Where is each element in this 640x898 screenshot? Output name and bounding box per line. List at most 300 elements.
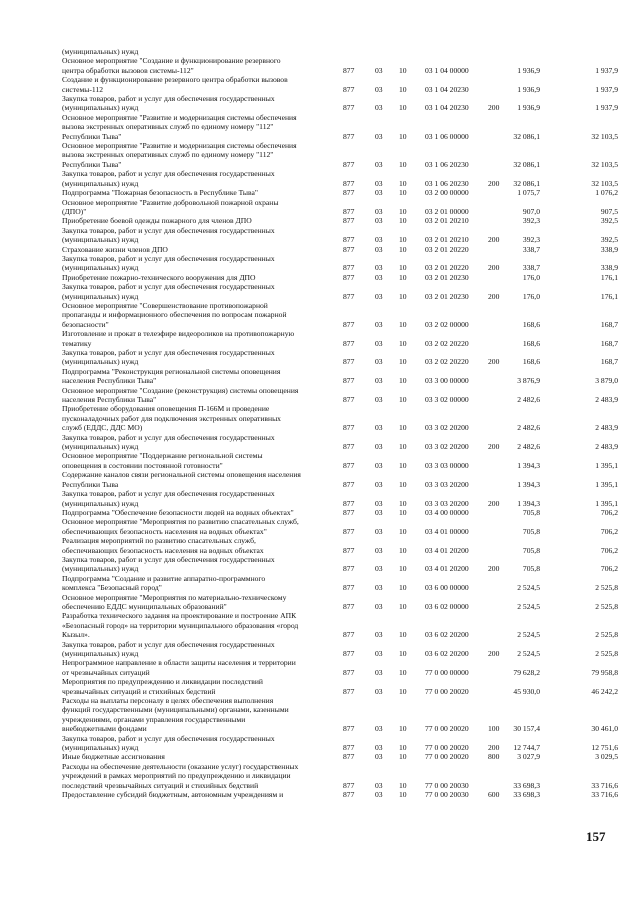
row-amount-year1: 45 930,0 bbox=[513, 686, 540, 696]
table-row bbox=[62, 574, 622, 593]
row-subsection-code: 10 bbox=[399, 159, 407, 169]
row-section-code: 03 bbox=[375, 159, 383, 169]
table-row bbox=[62, 367, 622, 386]
row-amount-year1: 30 157,4 bbox=[513, 724, 540, 734]
row-name: Приобретение боевой одежды пожарного для членов ДПО bbox=[62, 216, 252, 226]
row-amount-year1: 168,6 bbox=[522, 338, 540, 348]
row-expense-type: 200 bbox=[488, 564, 500, 574]
row-target-article: 77 0 00 20020 bbox=[425, 743, 469, 753]
row-amount-year1: 705,8 bbox=[522, 526, 540, 536]
row-name: Закупка товаров, работ и услуг для обеспечения государственных (муниципальных) нужд bbox=[62, 282, 275, 301]
row-section-code: 03 bbox=[375, 442, 383, 452]
table-row bbox=[62, 433, 622, 452]
row-subsection-code: 10 bbox=[399, 686, 407, 696]
row-ved-code: 877 bbox=[343, 545, 355, 555]
table-row bbox=[62, 404, 622, 432]
row-ved-code: 877 bbox=[343, 790, 355, 800]
row-subsection-code: 10 bbox=[399, 376, 407, 386]
row-ved-code: 877 bbox=[343, 376, 355, 386]
row-ved-code: 877 bbox=[343, 743, 355, 753]
row-ved-code: 877 bbox=[343, 601, 355, 611]
row-amount-year1: 176,0 bbox=[522, 291, 540, 301]
row-target-article: 03 3 02 20200 bbox=[425, 442, 469, 452]
row-section-code: 03 bbox=[375, 263, 383, 273]
row-subsection-code: 10 bbox=[399, 479, 407, 489]
row-amount-year2: 1 395,1 bbox=[595, 479, 618, 489]
table-row bbox=[62, 169, 622, 188]
row-amount-year1: 907,0 bbox=[522, 206, 540, 216]
table-row bbox=[62, 47, 622, 56]
table-row bbox=[62, 593, 622, 612]
row-subsection-code: 10 bbox=[399, 178, 407, 188]
row-amount-year2: 2 483,9 bbox=[595, 395, 618, 405]
row-section-code: 03 bbox=[375, 291, 383, 301]
row-ved-code: 877 bbox=[343, 752, 355, 762]
row-expense-type: 800 bbox=[488, 752, 500, 762]
row-ved-code: 877 bbox=[343, 178, 355, 188]
row-target-article: 03 2 01 20210 bbox=[425, 235, 469, 245]
row-amount-year1: 168,6 bbox=[522, 357, 540, 367]
table-row bbox=[62, 198, 622, 217]
table-row bbox=[62, 329, 622, 348]
row-section-code: 03 bbox=[375, 686, 383, 696]
row-name: Мероприятия по предупреждению и ликвидации последствий чрезвычайных ситуаций и стихийных бедствий bbox=[62, 677, 263, 696]
row-amount-year2: 2 525,8 bbox=[595, 583, 618, 593]
table-row bbox=[62, 489, 622, 508]
row-subsection-code: 10 bbox=[399, 442, 407, 452]
row-ved-code: 877 bbox=[343, 460, 355, 470]
row-amount-year2: 907,5 bbox=[600, 206, 618, 216]
row-amount-year1: 2 524,5 bbox=[517, 601, 540, 611]
row-expense-type: 200 bbox=[488, 263, 500, 273]
row-subsection-code: 10 bbox=[399, 84, 407, 94]
row-name: Основное мероприятие "Мероприятия по развитию спасательных служб, обеспечивающих безопасность населения на водных объектах" bbox=[62, 517, 299, 536]
row-name: Реализация мероприятий по развитию спасательных служб, обеспечивающих безопасность населения на водных объектах bbox=[62, 536, 264, 555]
row-name: Иные бюджетные ассигнования bbox=[62, 752, 165, 762]
table-row bbox=[62, 555, 622, 574]
row-amount-year2: 79 958,8 bbox=[591, 667, 618, 677]
row-ved-code: 877 bbox=[343, 649, 355, 658]
row-subsection-code: 10 bbox=[399, 263, 407, 273]
row-ved-code: 877 bbox=[343, 319, 355, 329]
row-ved-code: 877 bbox=[343, 423, 355, 433]
row-name: Закупка товаров, работ и услуг для обеспечения государственных (муниципальных) нужд bbox=[62, 432, 275, 452]
row-section-code: 03 bbox=[375, 376, 383, 386]
row-name: Закупка товаров, работ и услуг для обеспечения государственных (муниципальных) нужд bbox=[62, 169, 275, 188]
row-ved-code: 877 bbox=[343, 263, 355, 273]
row-ved-code: 877 bbox=[343, 357, 355, 367]
row-amount-year1: 1 394,3 bbox=[517, 479, 540, 489]
row-target-article: 03 4 00 00000 bbox=[425, 507, 469, 517]
table-row bbox=[62, 226, 622, 245]
row-subsection-code: 10 bbox=[399, 319, 407, 329]
row-expense-type: 600 bbox=[488, 790, 500, 800]
row-subsection-code: 10 bbox=[399, 272, 407, 282]
row-amount-year2: 168,7 bbox=[600, 319, 618, 329]
table-row bbox=[62, 273, 622, 282]
row-ved-code: 877 bbox=[343, 479, 355, 489]
row-section-code: 03 bbox=[375, 103, 383, 113]
row-subsection-code: 10 bbox=[399, 601, 407, 611]
row-amount-year1: 1 936,9 bbox=[517, 65, 540, 75]
row-ved-code: 877 bbox=[343, 235, 355, 245]
row-ved-code: 877 bbox=[343, 338, 355, 348]
row-section-code: 03 bbox=[375, 545, 383, 555]
row-amount-year1: 338,7 bbox=[522, 263, 540, 273]
row-ved-code: 877 bbox=[343, 686, 355, 696]
row-expense-type: 200 bbox=[488, 743, 500, 753]
row-ved-code: 877 bbox=[343, 630, 355, 640]
row-target-article: 03 6 02 00000 bbox=[425, 601, 469, 611]
row-ved-code: 877 bbox=[343, 159, 355, 169]
row-section-code: 03 bbox=[375, 583, 383, 593]
row-amount-year1: 392,3 bbox=[522, 235, 540, 245]
row-section-code: 03 bbox=[375, 790, 383, 800]
row-subsection-code: 10 bbox=[399, 507, 407, 517]
row-amount-year1: 705,8 bbox=[522, 507, 540, 517]
row-section-code: 03 bbox=[375, 216, 383, 226]
row-target-article: 03 2 01 20220 bbox=[425, 263, 469, 273]
row-subsection-code: 10 bbox=[399, 423, 407, 433]
row-amount-year1: 32 086,1 bbox=[513, 178, 540, 188]
row-name: Основное мероприятие "Развитие и модернизация системы обеспечения вызова экстренных оперативных служб по единому номеру "112" Республики Тыва" bbox=[62, 141, 297, 169]
row-name: Изготовление и прокат в телеэфире видеороликов на противопожарную тематику bbox=[62, 329, 295, 348]
row-target-article: 77 0 00 20020 bbox=[425, 724, 469, 734]
row-target-article: 03 1 06 20230 bbox=[425, 159, 469, 169]
row-section-code: 03 bbox=[375, 507, 383, 517]
row-section-code: 03 bbox=[375, 601, 383, 611]
row-target-article: 03 1 06 20230 bbox=[425, 178, 469, 188]
row-amount-year2: 30 461,0 bbox=[591, 724, 618, 734]
row-section-code: 03 bbox=[375, 780, 383, 790]
table-row bbox=[62, 762, 622, 790]
row-amount-year2: 1 395,1 bbox=[595, 498, 618, 508]
row-section-code: 03 bbox=[375, 498, 383, 508]
row-amount-year2: 1 076,2 bbox=[595, 188, 618, 198]
row-subsection-code: 10 bbox=[399, 630, 407, 640]
row-target-article: 77 0 00 20020 bbox=[425, 752, 469, 762]
row-section-code: 03 bbox=[375, 667, 383, 677]
row-section-code: 03 bbox=[375, 752, 383, 762]
row-name: (муниципальных) нужд bbox=[62, 47, 139, 56]
row-name: Основное мероприятие "Развитие и модернизация системы обеспечения вызова экстренных оперативных служб по единому номеру "112" Республики Тыва" bbox=[62, 112, 297, 141]
row-target-article: 03 2 01 20210 bbox=[425, 216, 469, 226]
row-amount-year1: 2 482,6 bbox=[517, 395, 540, 405]
row-target-article: 03 3 03 20200 bbox=[425, 498, 469, 508]
row-section-code: 03 bbox=[375, 460, 383, 470]
row-name: Приобретение оборудования оповещения П-166М и проведение пусконаладочных работ для подключения экстренных оперативных служб (ЕДДС, ДДС МО) bbox=[62, 404, 281, 433]
table-row bbox=[62, 696, 622, 734]
table-row bbox=[62, 94, 622, 113]
table-row bbox=[62, 245, 622, 254]
row-ved-code: 877 bbox=[343, 65, 355, 75]
row-ved-code: 877 bbox=[343, 188, 355, 198]
row-subsection-code: 10 bbox=[399, 188, 407, 198]
row-amount-year2: 706,2 bbox=[600, 545, 618, 555]
row-amount-year1: 392,3 bbox=[522, 216, 540, 226]
row-amount-year1: 1 075,7 bbox=[517, 188, 540, 198]
row-section-code: 03 bbox=[375, 423, 383, 433]
row-amount-year1: 176,0 bbox=[522, 272, 540, 282]
row-amount-year1: 2 482,6 bbox=[517, 442, 540, 452]
row-section-code: 03 bbox=[375, 526, 383, 536]
row-section-code: 03 bbox=[375, 479, 383, 489]
row-name: Подпрограмма "Обеспечение безопасности людей на водных объектах" bbox=[62, 507, 294, 517]
table-row bbox=[62, 141, 622, 169]
row-ved-code: 877 bbox=[343, 526, 355, 536]
row-subsection-code: 10 bbox=[399, 545, 407, 555]
row-subsection-code: 10 bbox=[399, 235, 407, 245]
row-subsection-code: 10 bbox=[399, 743, 407, 753]
row-subsection-code: 10 bbox=[399, 564, 407, 574]
row-amount-year1: 12 744,7 bbox=[513, 743, 540, 753]
row-section-code: 03 bbox=[375, 724, 383, 734]
row-section-code: 03 bbox=[375, 235, 383, 245]
row-target-article: 03 6 02 20200 bbox=[425, 649, 469, 658]
row-amount-year2: 3 879,0 bbox=[595, 376, 618, 386]
row-ved-code: 877 bbox=[343, 724, 355, 734]
row-expense-type: 200 bbox=[488, 357, 500, 367]
row-amount-year1: 3 027,9 bbox=[517, 752, 540, 762]
row-target-article: 03 4 01 20200 bbox=[425, 545, 469, 555]
row-target-article: 03 3 02 00000 bbox=[425, 395, 469, 405]
row-amount-year1: 2 524,5 bbox=[517, 649, 540, 658]
row-expense-type: 200 bbox=[488, 291, 500, 301]
row-ved-code: 877 bbox=[343, 667, 355, 677]
page-number: 157 bbox=[586, 829, 606, 844]
row-amount-year1: 32 086,1 bbox=[513, 159, 540, 169]
row-target-article: 03 2 01 00000 bbox=[425, 206, 469, 216]
row-section-code: 03 bbox=[375, 395, 383, 405]
row-amount-year2: 3 029,5 bbox=[595, 752, 618, 762]
row-ved-code: 877 bbox=[343, 244, 355, 254]
table-row bbox=[62, 752, 622, 761]
row-name: Закупка товаров, работ и услуг для обеспечения государственных (муниципальных) нужд bbox=[62, 94, 275, 113]
row-expense-type: 100 bbox=[488, 724, 500, 734]
row-amount-year2: 176,1 bbox=[600, 291, 618, 301]
row-amount-year1: 2 524,5 bbox=[517, 630, 540, 640]
row-ved-code: 877 bbox=[343, 131, 355, 141]
row-subsection-code: 10 bbox=[399, 498, 407, 508]
row-amount-year2: 1 937,9 bbox=[595, 65, 618, 75]
row-name: Непрограммное направление в области защиты населения и территории от чрезвычайных ситуаций bbox=[62, 658, 296, 677]
table-row bbox=[62, 56, 622, 75]
row-expense-type: 200 bbox=[488, 235, 500, 245]
row-subsection-code: 10 bbox=[399, 65, 407, 75]
row-amount-year1: 1 394,3 bbox=[517, 460, 540, 470]
table-row bbox=[62, 658, 622, 677]
row-section-code: 03 bbox=[375, 206, 383, 216]
row-amount-year1: 3 876,9 bbox=[517, 376, 540, 386]
row-ved-code: 877 bbox=[343, 272, 355, 282]
row-subsection-code: 10 bbox=[399, 460, 407, 470]
row-amount-year2: 706,2 bbox=[600, 564, 618, 574]
row-amount-year2: 33 716,6 bbox=[591, 780, 618, 790]
row-amount-year1: 79 628,2 bbox=[513, 667, 540, 677]
row-ved-code: 877 bbox=[343, 216, 355, 226]
row-amount-year2: 46 242,2 bbox=[591, 686, 618, 696]
row-name: Закупка товаров, работ и услуг для обеспечения государственных (муниципальных) нужд bbox=[62, 253, 275, 273]
row-subsection-code: 10 bbox=[399, 667, 407, 677]
row-subsection-code: 10 bbox=[399, 395, 407, 405]
row-target-article: 03 2 00 00000 bbox=[425, 188, 469, 198]
row-subsection-code: 10 bbox=[399, 216, 407, 226]
row-section-code: 03 bbox=[375, 272, 383, 282]
row-expense-type: 200 bbox=[488, 442, 500, 452]
row-name: Расходы на обеспечение деятельности (оказание услуг) государственных учреждений в рамках мероприятий по предупреждению и ликвидации последствий чрезвычайных ситуаций и стихийных бедствий bbox=[62, 761, 299, 790]
row-section-code: 03 bbox=[375, 357, 383, 367]
table-row bbox=[62, 216, 622, 225]
row-target-article: 03 3 02 20200 bbox=[425, 423, 469, 433]
table-row bbox=[62, 386, 622, 405]
table-row bbox=[62, 640, 622, 659]
row-subsection-code: 10 bbox=[399, 338, 407, 348]
row-ved-code: 877 bbox=[343, 103, 355, 113]
row-amount-year1: 705,8 bbox=[522, 545, 540, 555]
row-subsection-code: 10 bbox=[399, 131, 407, 141]
row-section-code: 03 bbox=[375, 65, 383, 75]
row-amount-year2: 706,2 bbox=[600, 507, 618, 517]
row-target-article: 03 1 04 20230 bbox=[425, 103, 469, 113]
row-expense-type: 200 bbox=[488, 103, 500, 113]
table-row bbox=[62, 470, 622, 489]
row-section-code: 03 bbox=[375, 743, 383, 753]
row-name: Закупка товаров, работ и услуг для обеспечения государственных (муниципальных) нужд bbox=[62, 639, 275, 658]
row-amount-year2: 32 103,5 bbox=[591, 178, 618, 188]
row-name: Основное мероприятие "Развитие добровольной пожарной охраны (ДПО)" bbox=[62, 197, 279, 216]
budget-table bbox=[62, 47, 622, 800]
row-amount-year1: 338,7 bbox=[522, 244, 540, 254]
table-row bbox=[62, 508, 622, 517]
row-target-article: 77 0 00 20020 bbox=[425, 686, 469, 696]
row-name: Приобретение пожарно-технического вооружения для ДПО bbox=[62, 272, 256, 282]
row-amount-year1: 1 936,9 bbox=[517, 103, 540, 113]
row-amount-year1: 1 936,9 bbox=[517, 84, 540, 94]
row-amount-year2: 12 751,6 bbox=[591, 743, 618, 753]
row-name: Основное мероприятие "Совершенствование противопожарной пропаганды и информационного обеспечения по вопросам пожарной безопасности" bbox=[62, 300, 287, 329]
table-row bbox=[62, 790, 622, 799]
row-name: Закупка товаров, работ и услуг для обеспечения государственных (муниципальных) нужд bbox=[62, 225, 275, 245]
row-amount-year1: 33 698,3 bbox=[513, 790, 540, 800]
row-subsection-code: 10 bbox=[399, 724, 407, 734]
row-ved-code: 877 bbox=[343, 206, 355, 216]
row-target-article: 03 2 02 20220 bbox=[425, 338, 469, 348]
row-ved-code: 877 bbox=[343, 583, 355, 593]
row-amount-year2: 2 525,8 bbox=[595, 649, 618, 658]
row-subsection-code: 10 bbox=[399, 649, 407, 658]
row-section-code: 03 bbox=[375, 131, 383, 141]
row-section-code: 03 bbox=[375, 338, 383, 348]
row-target-article: 03 3 00 00000 bbox=[425, 376, 469, 386]
row-amount-year2: 392,5 bbox=[600, 235, 618, 245]
row-target-article: 03 3 03 00000 bbox=[425, 460, 469, 470]
row-subsection-code: 10 bbox=[399, 206, 407, 216]
row-target-article: 03 1 06 00000 bbox=[425, 131, 469, 141]
row-name: Создание и функционирование резервного центра обработки вызовов системы-112 bbox=[62, 75, 288, 94]
row-target-article: 03 1 04 00000 bbox=[425, 65, 469, 75]
row-target-article: 77 0 00 20030 bbox=[425, 780, 469, 790]
row-subsection-code: 10 bbox=[399, 291, 407, 301]
table-row bbox=[62, 188, 622, 197]
row-amount-year2: 392,5 bbox=[600, 216, 618, 226]
row-section-code: 03 bbox=[375, 564, 383, 574]
row-name: Основное мероприятие "Создание и функционирование резервного центра обработки вызовов системы-112" bbox=[62, 56, 281, 75]
row-name: Основное мероприятие "Создание (реконструкция) системы оповещения населения Республики Тыва" bbox=[62, 385, 299, 405]
row-amount-year2: 176,1 bbox=[600, 272, 618, 282]
row-amount-year1: 2 482,6 bbox=[517, 423, 540, 433]
table-row bbox=[62, 451, 622, 470]
row-ved-code: 877 bbox=[343, 780, 355, 790]
row-target-article: 03 4 01 00000 bbox=[425, 526, 469, 536]
row-name: Предоставление субсидий бюджетным, автономным учреждениям и bbox=[62, 790, 284, 800]
table-row bbox=[62, 113, 622, 141]
row-amount-year2: 32 103,5 bbox=[591, 159, 618, 169]
row-amount-year1: 2 524,5 bbox=[517, 583, 540, 593]
row-target-article: 77 0 00 20030 bbox=[425, 790, 469, 800]
row-target-article: 03 2 01 20220 bbox=[425, 244, 469, 254]
table-row bbox=[62, 348, 622, 367]
table-row bbox=[62, 75, 622, 94]
row-amount-year2: 33 716,6 bbox=[591, 790, 618, 800]
row-target-article: 03 6 00 00000 bbox=[425, 583, 469, 593]
row-amount-year2: 706,2 bbox=[600, 526, 618, 536]
row-amount-year2: 2 525,8 bbox=[595, 630, 618, 640]
row-subsection-code: 10 bbox=[399, 103, 407, 113]
row-amount-year2: 168,7 bbox=[600, 338, 618, 348]
row-ved-code: 877 bbox=[343, 498, 355, 508]
row-amount-year2: 2 525,8 bbox=[595, 601, 618, 611]
row-section-code: 03 bbox=[375, 188, 383, 198]
row-name: Расходы на выплаты персоналу в целях обеспечения выполнения функций государственными (муниципальными) органами, казенными учреждениями, органами управления государственными внебюджетными фондами bbox=[62, 696, 289, 734]
table-row bbox=[62, 677, 622, 696]
row-section-code: 03 bbox=[375, 630, 383, 640]
row-amount-year2: 32 103,5 bbox=[591, 131, 618, 141]
row-target-article: 77 0 00 00000 bbox=[425, 667, 469, 677]
row-name: Страхование жизни членов ДПО bbox=[62, 244, 168, 254]
row-amount-year1: 33 698,3 bbox=[513, 780, 540, 790]
row-expense-type: 200 bbox=[488, 498, 500, 508]
row-amount-year2: 338,9 bbox=[600, 244, 618, 254]
row-target-article: 03 2 02 00000 bbox=[425, 319, 469, 329]
row-ved-code: 877 bbox=[343, 84, 355, 94]
row-subsection-code: 10 bbox=[399, 583, 407, 593]
row-amount-year2: 2 483,9 bbox=[595, 423, 618, 433]
row-name: Закупка товаров, работ и услуг для обеспечения государственных (муниципальных) нужд bbox=[62, 348, 275, 367]
table-row bbox=[62, 517, 622, 536]
row-name: Подпрограмма "Реконструкция региональной системы оповещения населения Республики Тыва" bbox=[62, 366, 281, 386]
row-name: Содержание каналов связи региональной системы оповещения населения Республики Тыва bbox=[62, 470, 301, 489]
row-amount-year2: 2 483,9 bbox=[595, 442, 618, 452]
row-amount-year2: 338,9 bbox=[600, 263, 618, 273]
row-section-code: 03 bbox=[375, 84, 383, 94]
row-name: Подпрограмма "Пожарная безопасность в Республике Тыва" bbox=[62, 188, 258, 198]
row-ved-code: 877 bbox=[343, 395, 355, 405]
row-name: Разработка технического задания на проектирование и построение АПК «Безопасный город» на территории муниципального образования «город Кызыл». bbox=[62, 611, 299, 640]
row-ved-code: 877 bbox=[343, 442, 355, 452]
row-target-article: 03 2 01 20230 bbox=[425, 291, 469, 301]
row-name: Закупка товаров, работ и услуг для обеспечения государственных (муниципальных) нужд bbox=[62, 733, 275, 753]
row-target-article: 03 6 02 20200 bbox=[425, 630, 469, 640]
row-name: Подпрограмма "Создание и развитие аппаратно-программного комплекса "Безопасный город" bbox=[62, 573, 266, 593]
row-subsection-code: 10 bbox=[399, 357, 407, 367]
table-row bbox=[62, 536, 622, 555]
row-section-code: 03 bbox=[375, 178, 383, 188]
row-subsection-code: 10 bbox=[399, 780, 407, 790]
table-row bbox=[62, 282, 622, 301]
row-amount-year2: 168,7 bbox=[600, 357, 618, 367]
row-section-code: 03 bbox=[375, 319, 383, 329]
row-subsection-code: 10 bbox=[399, 752, 407, 762]
